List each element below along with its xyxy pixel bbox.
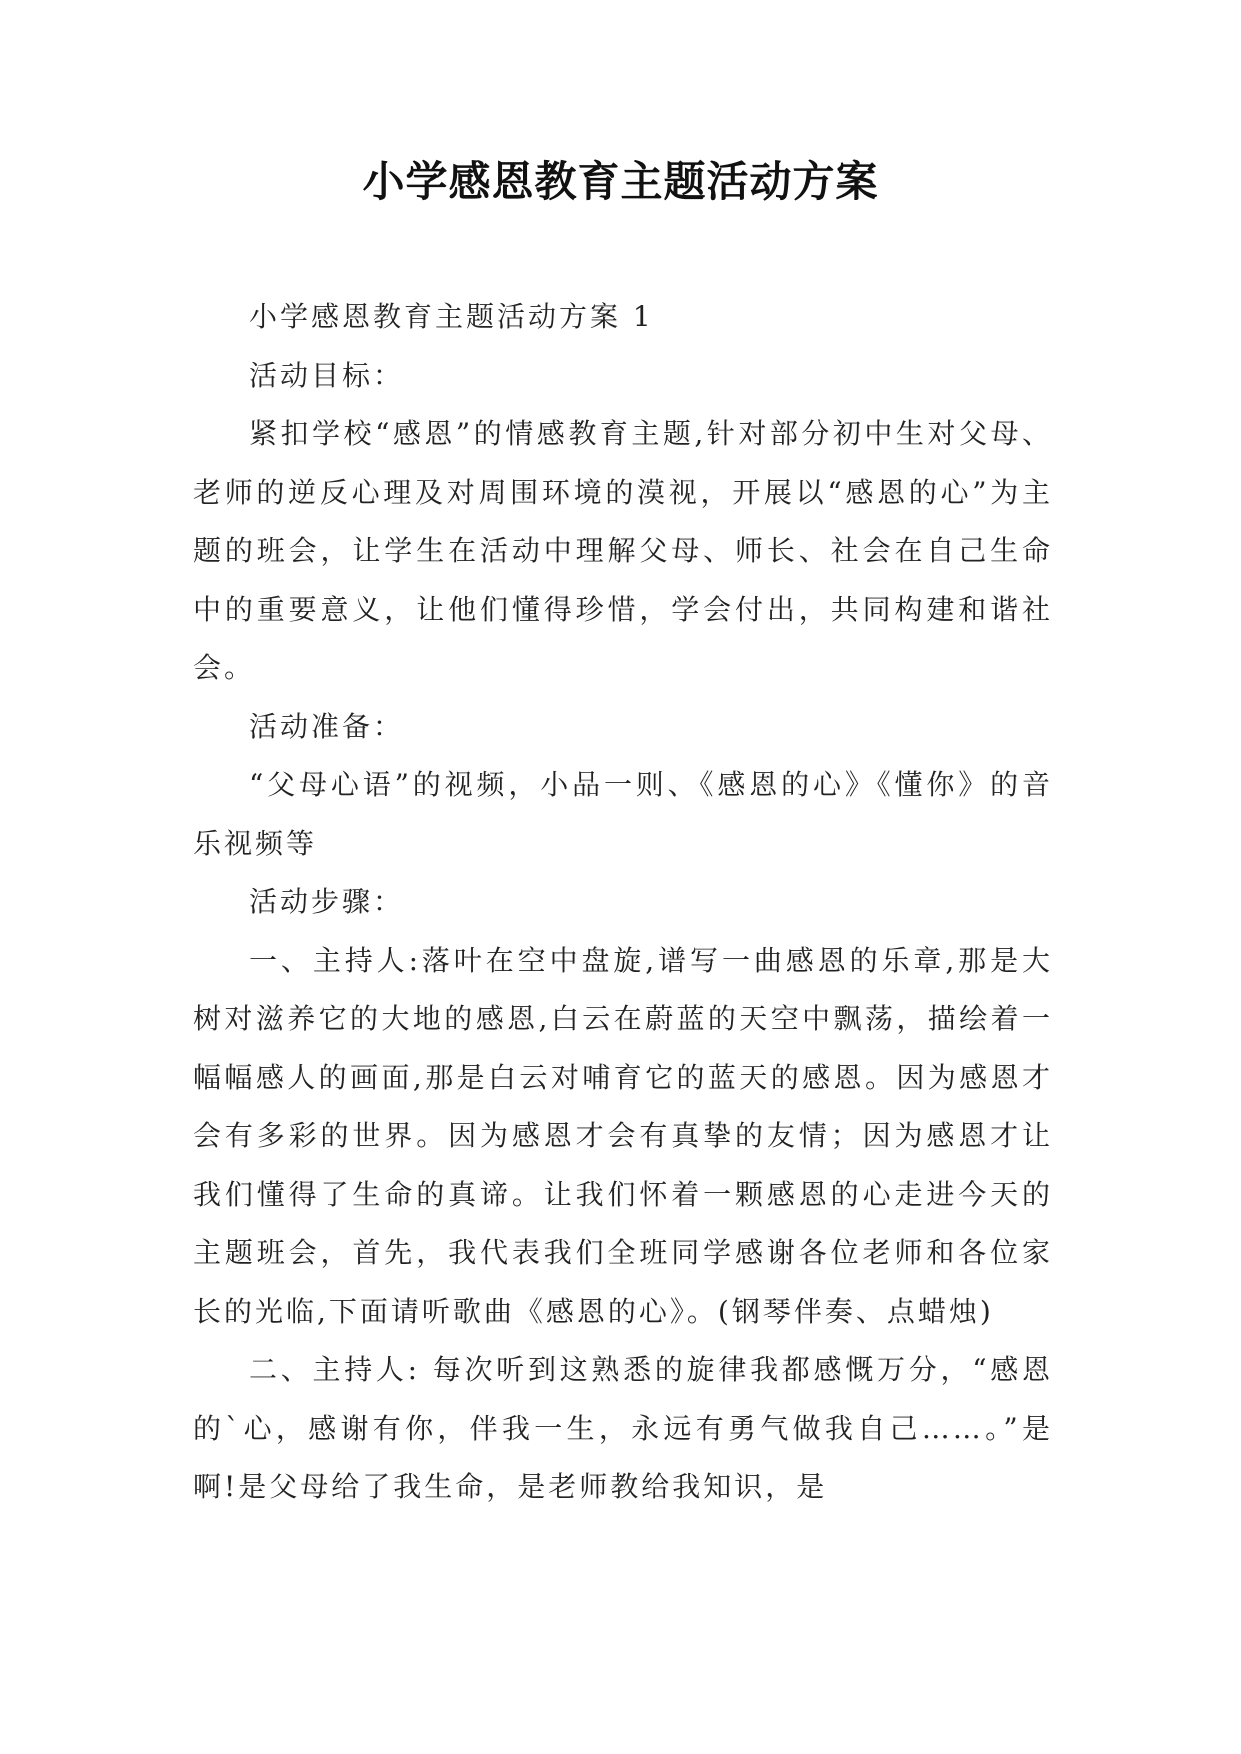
step-two-paragraph: 二、主持人: 每次听到这熟悉的旋律我都感慨万分，“感恩的`心，感谢有你，伴我一生，永远有勇气做我自己……。”是啊!是父母给了我生命，是老师教给我知识，是 [193, 1353, 1053, 1503]
steps-label: 活动步骤： [249, 885, 405, 918]
section-heading: 小学感恩教育主题活动方案 1 [249, 300, 654, 333]
objective-paragraph: 紧扣学校“感恩”的情感教育主题,针对部分初中生对父母、老师的逆反心理及对周围环境的漠视，开展以“感恩的心”为主题的班会，让学生在活动中理解父母、师长、社会在自己生命中的重要意义，让他们懂得珍惜，学会付出，共同构建和谐社会。 [193, 417, 1053, 684]
objective-label: 活动目标： [249, 358, 405, 392]
step-one-paragraph: 一、主持人:落叶在空中盘旋,谱写一曲感恩的乐章,那是大树对滋养它的大地的感恩,白云在蔚蓝的天空中飘荡，描绘着一幅幅感人的画面,那是白云对哺育它的蓝天的感恩。因为感恩才会有多彩的世界。因为感恩才会有真挚的友情；因为感恩才让我们懂得了生命的真谛。让我们怀着一颗感恩的心走进今天的主题班会，首先，我代表我们全班同学感谢各位老师和各位家长的光临,下面请听歌曲《感恩的心》。(钢琴伴奏、点蜡烛) [193, 943, 1053, 1328]
document-title: 小学感恩教育主题活动方案 [362, 157, 879, 206]
preparation-label: 活动准备： [249, 709, 405, 743]
preparation-paragraph: “父母心语”的视频，小品一则、《感恩的心》《懂你》的音乐视频等 [193, 768, 1053, 860]
document-body [193, 288, 1053, 1517]
